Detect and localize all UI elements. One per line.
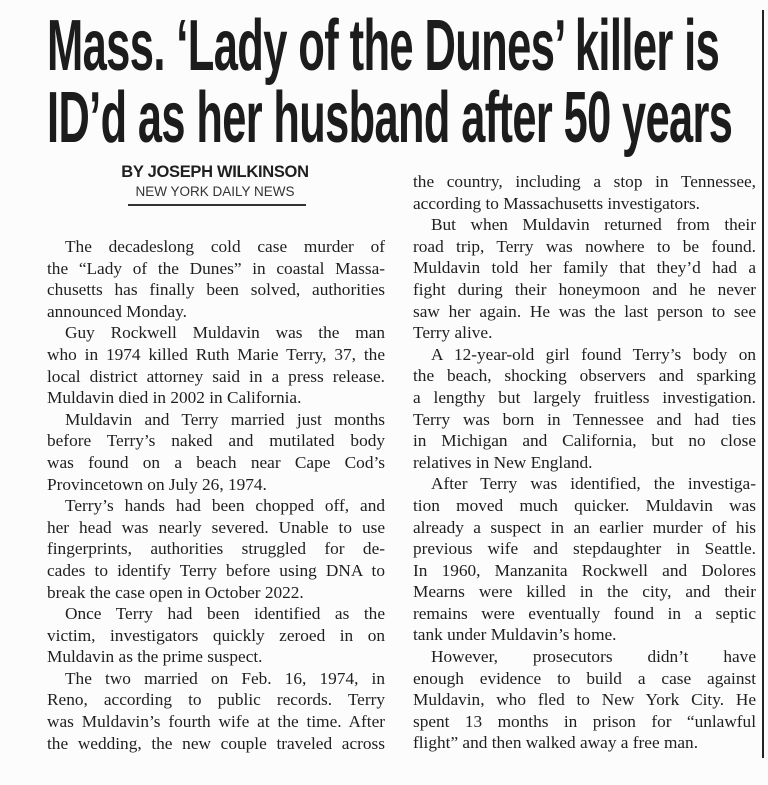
text-line: Terry alive.	[413, 323, 493, 343]
paragraph	[47, 603, 385, 668]
text-line: Terry’s hands had been chopped off, and	[65, 496, 385, 516]
paragraph	[47, 236, 385, 322]
paragraph	[413, 473, 756, 646]
text-line: local district attorney said in a press release.	[47, 366, 385, 386]
text-line: Muldavin told her family that they’d had a	[413, 258, 756, 278]
byline-divider	[128, 204, 306, 206]
text-line: the wedding, the new couple traveled across	[47, 733, 385, 753]
text-line: previous wife and stepdaughter in Seattle.	[413, 539, 756, 559]
text-line: chusetts has finally been solved, authorities	[47, 280, 385, 300]
text-line: But when Muldavin returned from their	[431, 215, 756, 235]
text-line: The decadeslong cold case murder of	[65, 237, 385, 256]
paragraph	[413, 171, 756, 214]
paragraph	[413, 214, 756, 344]
column-rule	[762, 10, 764, 758]
text-line: fingerprints, authorities struggled for de-	[47, 539, 385, 559]
text-line: remains were eventually found in a septic	[413, 603, 756, 623]
paragraph	[413, 344, 756, 474]
article-column-right	[413, 171, 756, 754]
text-line: before Terry’s naked and mutilated body	[47, 431, 385, 451]
text-line: In 1960, Manzanita Rockwell and Dolores	[413, 560, 756, 580]
text-line: Muldavin and Terry married just months	[65, 409, 385, 429]
text-line: tank under Muldavin’s home.	[413, 625, 617, 645]
text-line: After Terry was identified, the investiga-	[431, 474, 756, 494]
text-line: break the case open in October 2022.	[47, 582, 304, 602]
text-line: the beach, shocking observers and sparking	[413, 366, 756, 386]
text-line: saw her again. He was the last person to see	[413, 301, 756, 321]
text-line: Muldavin, who fled to New York City. He	[413, 690, 756, 710]
text-line: enough evidence to build a case against	[413, 668, 756, 688]
text-line: Guy Rockwell Muldavin was the man	[65, 323, 385, 343]
text-line: the country, including a stop in Tennessee,	[413, 172, 756, 191]
text-line: victim, investigators quickly zeroed in on	[47, 625, 385, 645]
paragraph	[47, 322, 385, 408]
text-line: Once Terry had been identified as the	[65, 604, 385, 624]
text-line: already a suspect in an earlier murder of his	[413, 517, 756, 537]
text-line: relatives in New England.	[413, 452, 593, 472]
text-line: Mearns were killed in the city, and their	[413, 582, 756, 602]
text-line: The two married on Feb. 16, 1974, in	[65, 668, 385, 688]
byline-organization: NEW YORK DAILY NEWS	[135, 184, 295, 199]
paragraph	[47, 409, 385, 495]
text-line: announced Monday.	[47, 301, 187, 321]
headline-line-1: Mass. ‘Lady of the Dunes’ killer is	[47, 6, 720, 86]
paragraph	[413, 646, 756, 754]
text-line: flight” and then walked away a free man.	[413, 733, 699, 753]
text-line: Reno, according to public records. Terry	[47, 690, 385, 710]
text-line: was Muldavin’s fourth wife at the time. After	[47, 712, 385, 732]
text-line: tion moved much quicker. Muldavin was	[413, 495, 756, 515]
text-line: Muldavin died in 2002 in California.	[47, 388, 302, 408]
text-line: fight during their honeymoon and he never	[413, 279, 756, 299]
text-line: spent 13 months in prison for “unlawful	[413, 711, 756, 731]
text-line: the “Lady of the Dunes” in coastal Massa-	[47, 258, 385, 278]
byline-author: BY JOSEPH WILKINSON	[121, 163, 309, 181]
paragraph	[47, 495, 385, 603]
headline-line-2: ID’d as her husband after 50 years	[47, 78, 733, 158]
paragraph	[47, 668, 385, 754]
text-line: However, prosecutors didn’t have	[431, 647, 756, 667]
text-line: A 12-year-old girl found Terry’s body on	[431, 344, 756, 364]
text-line: Terry was born in Tennessee and had ties	[413, 409, 756, 429]
text-line: cades to identify Terry before using DNA to	[47, 560, 385, 580]
text-line: her head was nearly severed. Unable to use	[47, 517, 385, 537]
text-line: Muldavin as the prime suspect.	[47, 647, 263, 667]
text-line: in Michigan and California, but no close	[413, 431, 756, 451]
text-line: Provincetown on July 26, 1974.	[47, 474, 267, 494]
text-line: a lengthy but largely fruitless investigation.	[413, 387, 756, 407]
text-line: road trip, Terry was nowhere to be found.	[413, 236, 756, 256]
text-line: was found on a beach near Cape Cod’s	[47, 452, 385, 472]
text-line: according to Massachusetts investigators.	[413, 193, 700, 213]
text-line: who in 1974 killed Ruth Marie Terry, 37, the	[47, 344, 385, 364]
article-column-left	[47, 236, 385, 754]
